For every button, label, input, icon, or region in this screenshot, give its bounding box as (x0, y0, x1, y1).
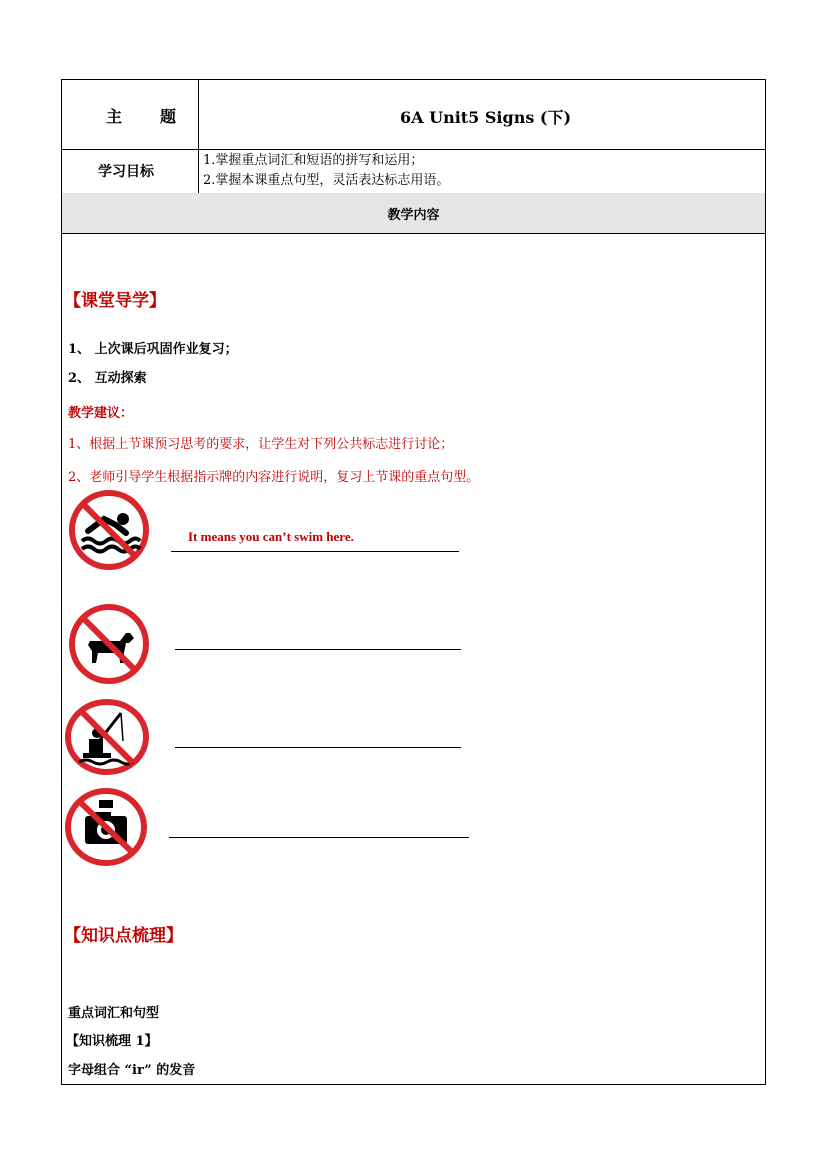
knowledge-point-label: 【知识梳理 1】 (66, 1034, 158, 1049)
suggestion-item: 2、老师引导学生根据指示牌的内容进行说明，复习上节课的重点句型。 (68, 470, 480, 485)
step-item: 2、 互动探索 (68, 371, 147, 386)
no-photography-icon (65, 788, 147, 866)
knowledge-title: 【知识点梳理】 (64, 926, 183, 946)
topic-label: 主 题 (106, 107, 179, 126)
goal-item: 2.掌握本课重点句型，灵活表达标志用语。 (203, 173, 450, 188)
answer-line[interactable] (175, 649, 461, 650)
sign-answer: It means you can’t swim here. (188, 529, 354, 544)
goals-label: 学习目标 (98, 164, 154, 180)
column-divider (198, 80, 199, 193)
goal-item: 1.掌握重点词汇和短语的拼写和运用； (203, 153, 424, 168)
answer-line[interactable] (171, 551, 459, 552)
step-item: 1、 上次课后巩固作业复习； (68, 342, 238, 357)
content-header: 教学内容 (387, 208, 440, 223)
no-dogs-icon (68, 603, 150, 685)
answer-line[interactable] (175, 747, 461, 748)
no-fishing-icon (65, 699, 149, 775)
row-divider (62, 233, 765, 234)
row-divider (62, 149, 765, 150)
classroom-title: 【课堂导学】 (64, 291, 166, 311)
goals-list (203, 151, 449, 191)
suggestion-item: 1、根据上节课预习思考的要求，让学生对下列公共标志进行讨论； (68, 437, 454, 452)
topic-value: 6A Unit5 Signs (下) (400, 108, 572, 127)
answer-line[interactable] (169, 837, 469, 838)
knowledge-subtitle: 重点词汇和句型 (68, 1006, 160, 1021)
knowledge-point-text: 字母组合 “ir” 的发音 (68, 1063, 196, 1078)
no-swimming-icon (68, 489, 150, 571)
suggestion-title: 教学建议： (68, 406, 134, 421)
